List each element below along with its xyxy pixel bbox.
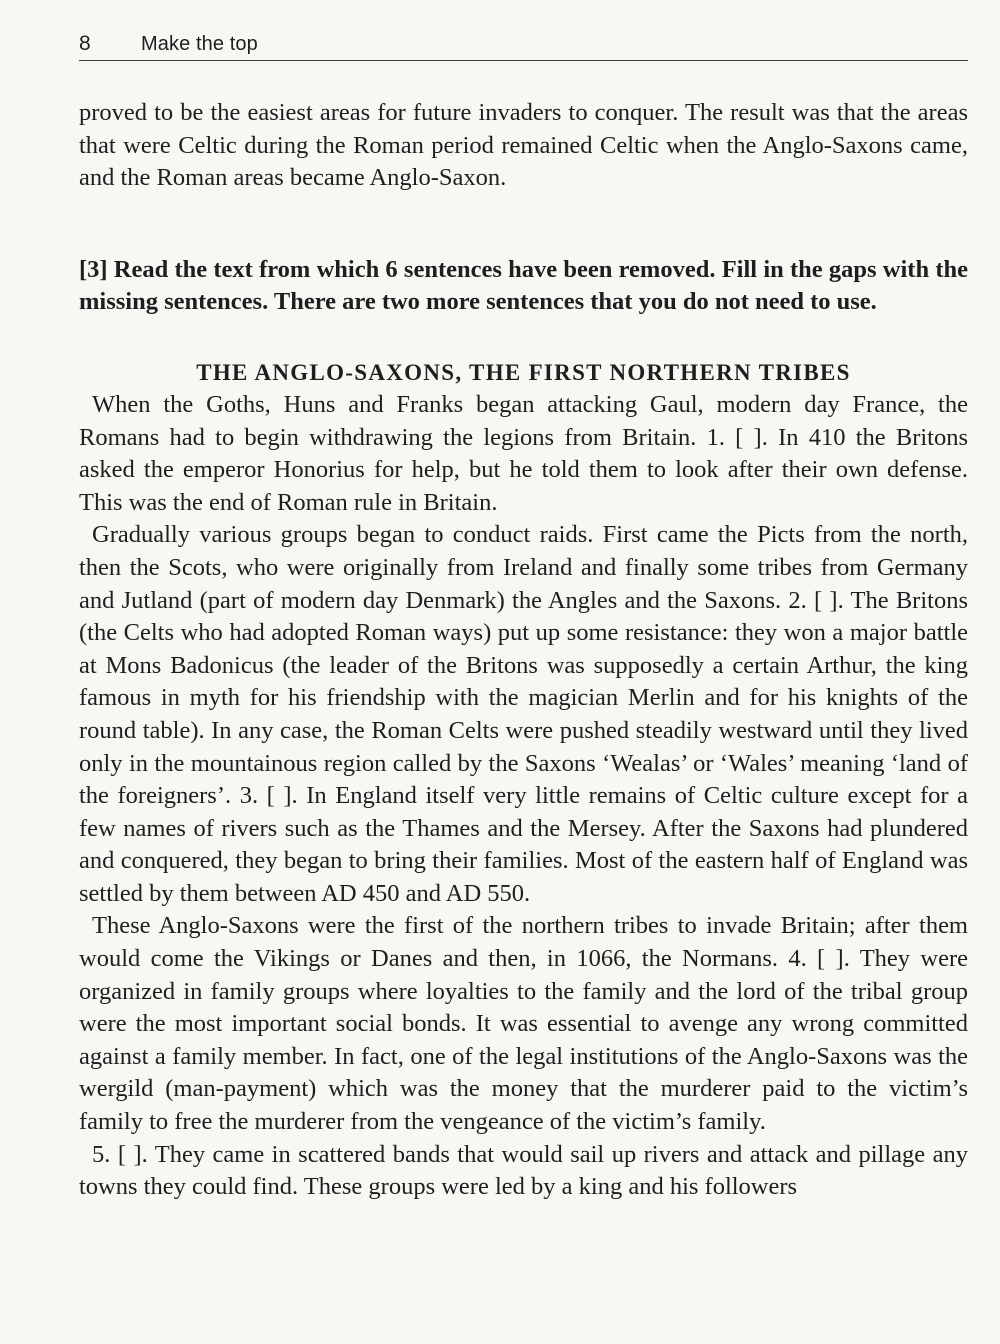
running-head xyxy=(79,32,968,61)
page-number: 8 xyxy=(79,32,91,55)
running-title: Make the top xyxy=(141,33,258,55)
article-paragraph-1: When the Goths, Huns and Franks began attacking Gaul, modern day France, the Romans had to begin withdrawing the legions from Britain. 1. [ ]. In 410 the Britons asked the emperor Honorius for help, but he told them to look after their own defense. This was the end of Roman rule in Britain. xyxy=(79,390,968,516)
article-paragraph-2: Gradually various groups began to conduct raids. First came the Picts from the north, then the Scots, who were originally from Ireland and finally some tribes from Germany and Jutland (part of modern day Denmark) the Angles and the Saxons. 2. [ ]. The Britons (the Celts who had adopted Roman ways) put up some resistance: they won a major battle at Mons Badonicus (the leader of the Britons was supposedly a certain Arthur, the king famous in myth for his friendship with the magician Merlin and for his knights of the round table). In any case, the Roman Celts were pushed steadily westward until they lived only in the mountainous region called by the Saxons ‘Wealas’ or ‘Wales’ meaning ‘land of the foreigners’. 3. [ ]. In England itself very little remains of Celtic culture except for a few names of rivers such as the Thames and the Mersey. After the Saxons had plundered and conquered, they began to bring their families. Most of the eastern half of England was settled by them between AD 450 and AD 550. xyxy=(79,521,968,907)
article-paragraph-3: These Anglo-Saxons were the first of the northern tribes to invade Britain; after them would come the Vikings or Danes and then, in 1066, the Normans. 4. [ ]. They were organized in family groups where loyalties to the family and the lord of the tribal group were the most important social bonds. It was essential to avenge any wrong committed against a family member. In fact, one of the legal institutions of the Anglo-Saxons was the wergild (man-payment) which was the money that the murderer paid to the victim’s family to free the murderer from the vengeance of the victim’s family. xyxy=(79,912,968,1136)
exercise-instruction: [3] Read the text from which 6 sentences have been removed. Fill in the gaps with the missing sentences. There are two more sentences that you do not need to use. xyxy=(79,255,968,316)
article-paragraph-4: 5. [ ]. They came in scattered bands that would sail up rivers and attack and pillage any towns they could find. These groups were led by a king and his followers xyxy=(79,1140,968,1201)
article-title: THE ANGLO-SAXONS, THE FIRST NORTHERN TRIBES xyxy=(196,359,851,385)
intro-paragraph: proved to be the easiest areas for future invaders to conquer. The result was that the areas that were Celtic during the Roman period remained Celtic when the Anglo-Saxons came, and the Roman areas became Anglo-Saxon. xyxy=(79,99,968,192)
